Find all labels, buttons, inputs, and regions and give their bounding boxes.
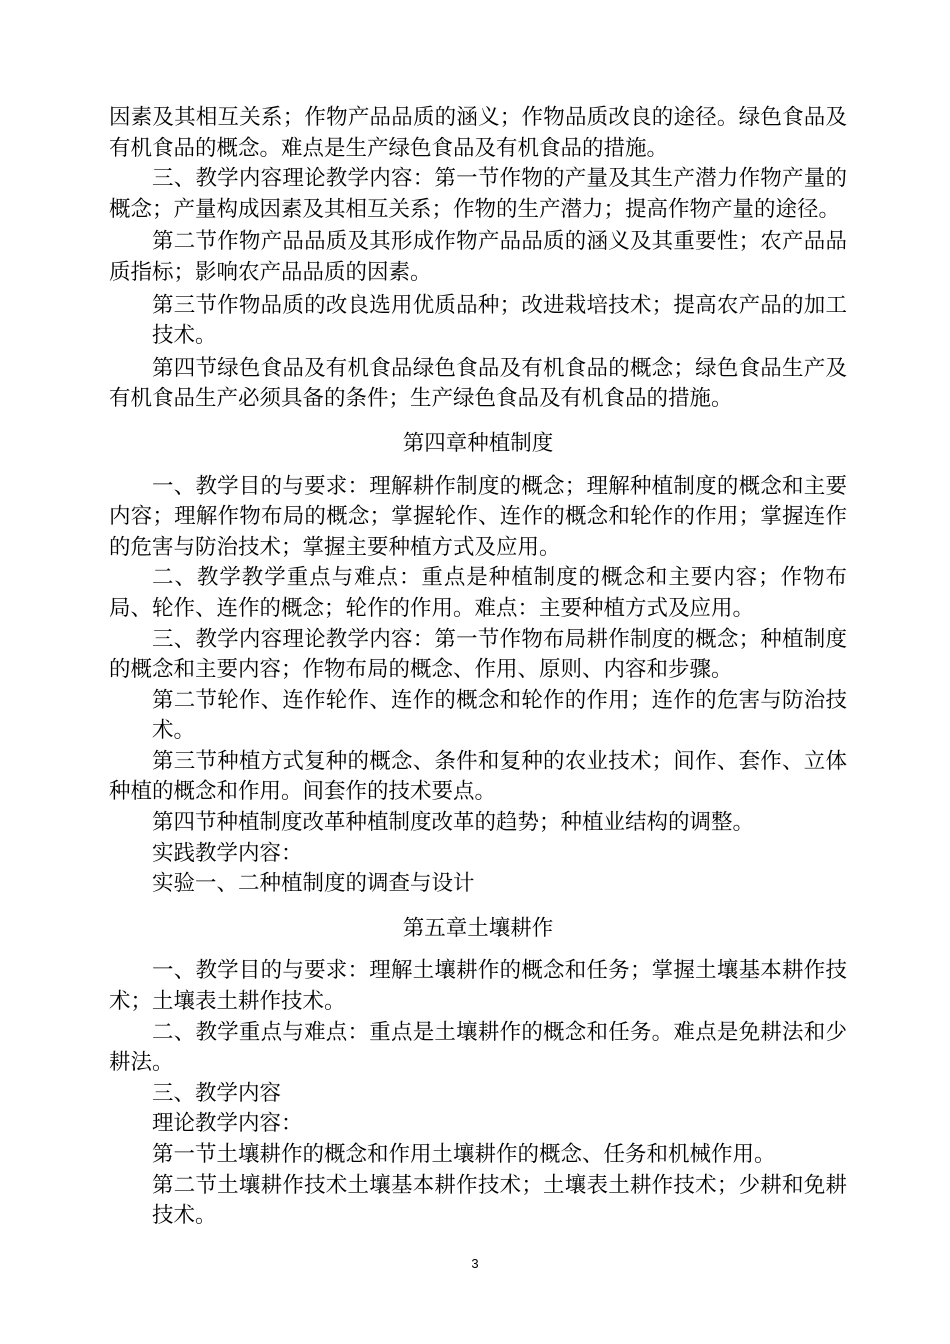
page-number: 3: [471, 1256, 479, 1271]
paragraph: 一、教学目的与要求：理解耕作制度的概念；理解种植制度的概念和主要内容；理解作物布局的概念；掌握轮作、连作的概念和轮作的作用；掌握连作的危害与防治技术；掌握主要种植方式及应用。: [109, 473, 847, 560]
document-page: [109, 103, 847, 1232]
paragraph: 实践教学内容：: [152, 840, 303, 866]
paragraph: 二、教学教学重点与难点：重点是种植制度的概念和主要内容；作物布局、轮作、连作的概念；轮作的作用。难点：主要种植方式及应用。: [109, 565, 847, 621]
paragraph: 实验一、二种植制度的调查与设计: [152, 871, 475, 897]
paragraph: 二、教学重点与难点：重点是土壤耕作的概念和任务。难点是免耕法和少耕法。: [109, 1019, 847, 1076]
paragraph: 一、教学目的与要求：理解土壤耕作的概念和任务；掌握土壤基本耕作技术；土壤表土耕作技术。: [109, 958, 847, 1015]
paragraph: 第二节土壤耕作技术土壤基本耕作技术；土壤表土耕作技术；少耕和免耕技术。: [152, 1172, 847, 1229]
paragraph: 第四节种植制度改革种植制度改革的趋势；种植业结构的调整。: [152, 810, 755, 836]
paragraph: 三、教学内容: [152, 1080, 282, 1106]
paragraph: 理论教学内容：: [152, 1111, 303, 1137]
paragraph: 第一节土壤耕作的概念和作用土壤耕作的概念、任务和机械作用。: [152, 1142, 776, 1167]
paragraph: 第三节种植方式复种的概念、条件和复种的农业技术；间作、套作、立体种植的概念和作用。间套作的技术要点。: [109, 748, 847, 805]
paragraph: 第二节轮作、连作轮作、连作的概念和轮作的作用；连作的危害与防治技术。: [152, 687, 847, 744]
paragraph: 三、教学内容理论教学内容：第一节作物的产量及其生产潜力作物产量的概念；产量构成因素及其相互关系；作物的生产潜力；提高作物产量的途径。: [109, 166, 847, 222]
paragraph: 第四节绿色食品及有机食品绿色食品及有机食品的概念；绿色食品生产及有机食品生产必须具备的条件；生产绿色食品及有机食品的措施。: [109, 355, 847, 412]
paragraph: 因素及其相互关系；作物产品品质的涵义；作物品质改良的途径。绿色食品及有机食品的概念。难点是生产绿色食品及有机食品的措施。: [109, 105, 847, 161]
chapter-title: 第四章种植制度: [402, 430, 554, 456]
paragraph: 三、教学内容理论教学内容：第一节作物布局耕作制度的概念；种植制度的概念和主要内容；作物布局的概念、作用、原则、内容和步骤。: [109, 626, 847, 683]
paragraph: 第三节作物品质的改良选用优质品种；改进栽培技术；提高农产品的加工技术。: [152, 292, 847, 349]
chapter-title: 第五章土壤耕作: [402, 915, 554, 941]
paragraph: 第二节作物产品品质及其形成作物产品品质的涵义及其重要性；农产品品质指标；影响农产品品质的因素。: [109, 229, 847, 285]
